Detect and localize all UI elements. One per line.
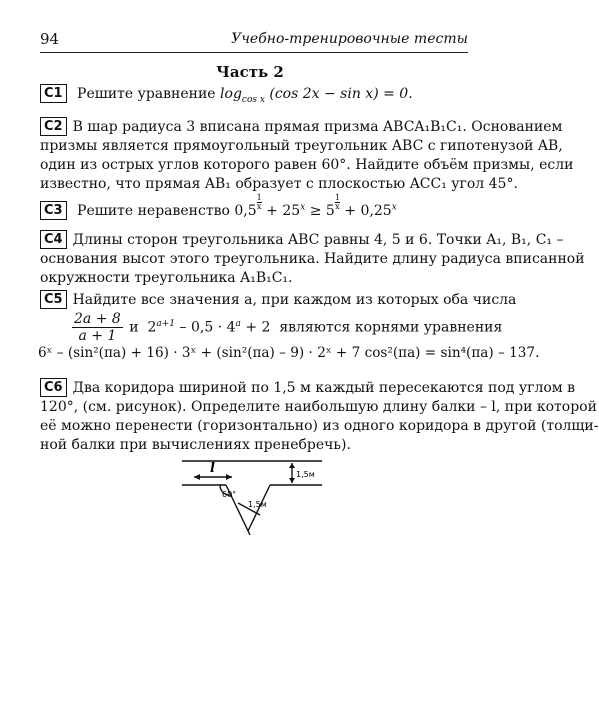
task-c1-text: Решите уравнение xyxy=(77,86,216,102)
task-c2-line1: В шар радиуса 3 вписана прямая призма ABCA₁B₁C₁. Основанием xyxy=(72,119,563,135)
task-c5-line2: $\frac{2a + 8}{a + 1}$ и $2^{a+1} - 0,5 \cdot 4^a + 2$ являются корнями уравнения xyxy=(74,311,503,344)
beam-arrow-right xyxy=(226,474,232,480)
task-c3 xyxy=(40,194,470,221)
corridor-diagram xyxy=(180,455,330,545)
page-header xyxy=(40,30,468,53)
task-c1 xyxy=(40,84,470,104)
width-label-top: 1,5м xyxy=(296,470,315,479)
task-c5-line1: Найдите все значения a, при каждом из которых оба числа xyxy=(72,292,517,308)
task-c3-inequality: 0,5 $\frac{1}{x}$ + $25^x \ge 5$ $\frac{1}{x}$ + $0,25^x$ xyxy=(234,193,397,219)
task-c2-line2: призмы является прямоугольный треугольник ABC с гипотенузой AB, xyxy=(40,138,563,154)
task-c6 xyxy=(40,378,599,455)
task-label-c5: C5 xyxy=(40,290,67,309)
task-c4 xyxy=(40,230,585,288)
task-c5-fraction: $\frac{2a + 8}{a + 1}$ xyxy=(74,311,121,344)
task-c2 xyxy=(40,117,574,194)
task-c6-line1: Два коридора шириной по 1,5 м каждый пересекаются под углом в xyxy=(72,380,575,396)
task-c4-line2: основания высот этого треугольника. Найдите длину радиуса вписанной xyxy=(40,251,585,267)
task-c2-line3: один из острых углов которого равен 60°. Найдите объём призмы, если xyxy=(40,157,574,173)
task-label-c1: C1 xyxy=(40,84,67,103)
width-label-diag: 1,5м xyxy=(248,500,267,509)
task-c5 xyxy=(38,290,540,363)
task-c6-line4: ной балки при вычислениях пренебречь). xyxy=(40,437,351,453)
task-c6-line3: её можно перенести (горизонтально) из одного коридора в другой (толщи- xyxy=(40,418,599,434)
task-label-c3: C3 xyxy=(40,201,67,220)
task-label-c2: C2 xyxy=(40,117,67,136)
task-c5-equation: 6ˣ – (sin²(πa) + 16) · 3ˣ + (sin²(πa) – 9) · 2ˣ + 7 cos²(πa) = sin⁴(πa) – 137. xyxy=(38,345,540,361)
angle-label: 60° xyxy=(222,490,237,499)
task-c2-line4: известно, что прямая AB₁ образует с плоскостью ACC₁ угол 45°. xyxy=(40,176,518,192)
running-title: Учебно-тренировочные тесты xyxy=(231,31,468,47)
task-c4-line1: Длины сторон треугольника ABC равны 4, 5 и 6. Точки A₁, B₁, C₁ – xyxy=(72,232,564,248)
task-label-c4: C4 xyxy=(40,230,67,249)
task-c6-line2: 120°, (см. рисунок). Определите наибольшую длину балки – l, при которой xyxy=(40,399,597,415)
task-c3-text: Решите неравенство xyxy=(77,203,230,219)
task-c1-log: $\log_{cos x}$ xyxy=(220,86,265,105)
task-label-c6: C6 xyxy=(40,378,67,397)
page-number: 94 xyxy=(40,30,60,48)
dim-arrow-up xyxy=(289,463,295,468)
dim-arrow-down xyxy=(289,478,295,483)
beam-arrow-left xyxy=(194,474,200,480)
part-title: Часть 2 xyxy=(216,63,284,81)
beam-label: l xyxy=(210,461,215,476)
task-c1-equation: (cos 2x − sin x) = 0. xyxy=(269,86,413,102)
task-c4-line3: окружности треугольника A₁B₁C₁. xyxy=(40,270,293,286)
